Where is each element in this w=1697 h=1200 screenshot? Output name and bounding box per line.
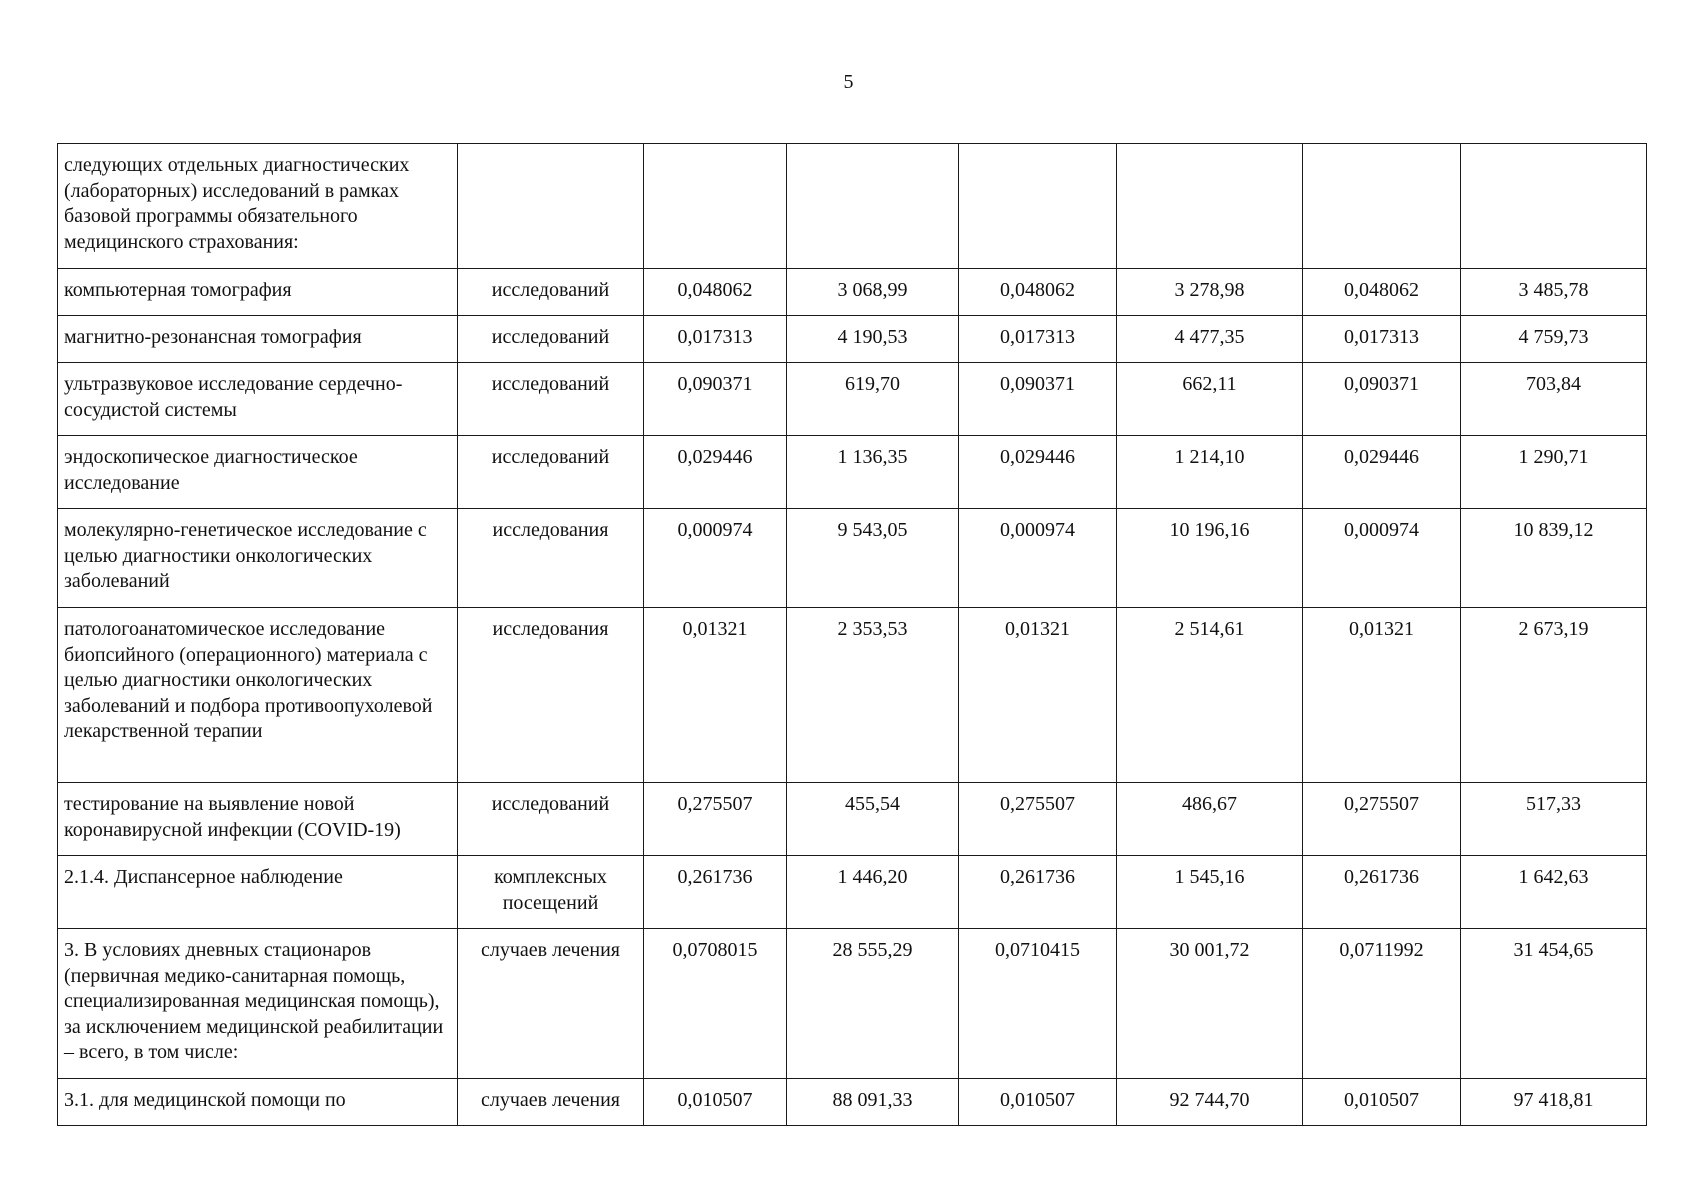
table-row [58,608,1647,783]
value-cell: 2 353,53 [787,608,959,783]
table-row [58,509,1647,608]
value-cell: 4 190,53 [787,316,959,363]
value-cell [1461,144,1647,269]
data-table [57,143,1647,1126]
table-row [58,929,1647,1079]
row-name-cell: компьютерная томография [58,269,458,316]
row-name-cell: магнитно-резонансная томография [58,316,458,363]
table-row [58,269,1647,316]
value-cell: 0,010507 [959,1079,1117,1126]
value-cell: 31 454,65 [1461,929,1647,1079]
value-cell: 0,029446 [644,436,787,509]
unit-cell: случаев лечения [458,1079,644,1126]
value-cell: 1 545,16 [1117,856,1303,929]
value-cell: 3 278,98 [1117,269,1303,316]
page-number: 5 [843,71,854,93]
row-name-cell: 3.1. для медицинской помощи по [58,1079,458,1126]
unit-cell: исследования [458,509,644,608]
unit-cell: исследований [458,316,644,363]
value-cell: 1 446,20 [787,856,959,929]
value-cell: 3 485,78 [1461,269,1647,316]
value-cell: 9 543,05 [787,509,959,608]
table-row [58,856,1647,929]
value-cell [644,144,787,269]
unit-cell: исследований [458,436,644,509]
value-cell: 0,000974 [959,509,1117,608]
value-cell: 92 744,70 [1117,1079,1303,1126]
value-cell: 0,275507 [1303,783,1461,856]
value-cell: 703,84 [1461,363,1647,436]
value-cell: 1 290,71 [1461,436,1647,509]
value-cell: 1 214,10 [1117,436,1303,509]
value-cell: 2 673,19 [1461,608,1647,783]
row-name-cell: молекулярно-генетическое исследование с целью диагностики онкологических заболеваний [58,509,458,608]
value-cell: 10 196,16 [1117,509,1303,608]
value-cell [1117,144,1303,269]
value-cell: 0,029446 [959,436,1117,509]
unit-cell: комплексных посещений [458,856,644,929]
value-cell: 517,33 [1461,783,1647,856]
unit-cell: исследования [458,608,644,783]
table-row [58,1079,1647,1126]
value-cell: 662,11 [1117,363,1303,436]
table-body [58,144,1647,1126]
value-cell: 10 839,12 [1461,509,1647,608]
value-cell: 0,261736 [959,856,1117,929]
value-cell: 1 136,35 [787,436,959,509]
value-cell: 0,261736 [1303,856,1461,929]
value-cell: 0,017313 [959,316,1117,363]
value-cell [1303,144,1461,269]
value-cell: 4 759,73 [1461,316,1647,363]
value-cell: 455,54 [787,783,959,856]
value-cell: 619,70 [787,363,959,436]
value-cell: 486,67 [1117,783,1303,856]
row-name-cell: 2.1.4. Диспансерное наблюдение [58,856,458,929]
table-row [58,783,1647,856]
unit-cell [458,144,644,269]
value-cell [959,144,1117,269]
row-name-cell: следующих отдельных диагностических (лабораторных) исследований в рамках базовой программы обязательного медицинского страхования: [58,144,458,269]
value-cell: 2 514,61 [1117,608,1303,783]
value-cell: 0,000974 [644,509,787,608]
table-row [58,436,1647,509]
row-name-cell: эндоскопическое диагностическое исследование [58,436,458,509]
value-cell: 0,010507 [644,1079,787,1126]
value-cell: 0,017313 [644,316,787,363]
value-cell: 0,0711992 [1303,929,1461,1079]
unit-cell: исследований [458,783,644,856]
value-cell [787,144,959,269]
value-cell: 0,261736 [644,856,787,929]
value-cell: 0,01321 [644,608,787,783]
value-cell: 0,048062 [644,269,787,316]
value-cell: 4 477,35 [1117,316,1303,363]
row-name-cell: тестирование на выявление новой коронавирусной инфекции (COVID-19) [58,783,458,856]
value-cell: 0,090371 [644,363,787,436]
value-cell: 0,048062 [959,269,1117,316]
unit-cell: случаев лечения [458,929,644,1079]
value-cell: 0,000974 [1303,509,1461,608]
value-cell: 0,275507 [644,783,787,856]
value-cell: 28 555,29 [787,929,959,1079]
unit-cell: исследований [458,363,644,436]
value-cell: 0,01321 [959,608,1117,783]
value-cell: 88 091,33 [787,1079,959,1126]
value-cell: 97 418,81 [1461,1079,1647,1126]
table-row [58,316,1647,363]
value-cell: 30 001,72 [1117,929,1303,1079]
row-name-cell: патологоанатомическое исследование биопсийного (операционного) материала с целью диагностики онкологических заболеваний и подбора противоопухолевой лекарственной терапии [58,608,458,783]
value-cell: 0,275507 [959,783,1117,856]
unit-cell: исследований [458,269,644,316]
value-cell: 0,090371 [1303,363,1461,436]
row-name-cell: ультразвуковое исследование сердечно-сосудистой системы [58,363,458,436]
value-cell: 0,0710415 [959,929,1117,1079]
value-cell: 0,090371 [959,363,1117,436]
value-cell: 0,01321 [1303,608,1461,783]
value-cell: 0,010507 [1303,1079,1461,1126]
value-cell: 0,048062 [1303,269,1461,316]
value-cell: 0,017313 [1303,316,1461,363]
row-name-cell: 3. В условиях дневных стационаров (первичная медико-санитарная помощь, специализированная медицинская помощь), за исключением медицинской реабилитации – всего, в том числе: [58,929,458,1079]
value-cell: 0,0708015 [644,929,787,1079]
table-row [58,144,1647,269]
table-row [58,363,1647,436]
value-cell: 0,029446 [1303,436,1461,509]
value-cell: 3 068,99 [787,269,959,316]
value-cell: 1 642,63 [1461,856,1647,929]
